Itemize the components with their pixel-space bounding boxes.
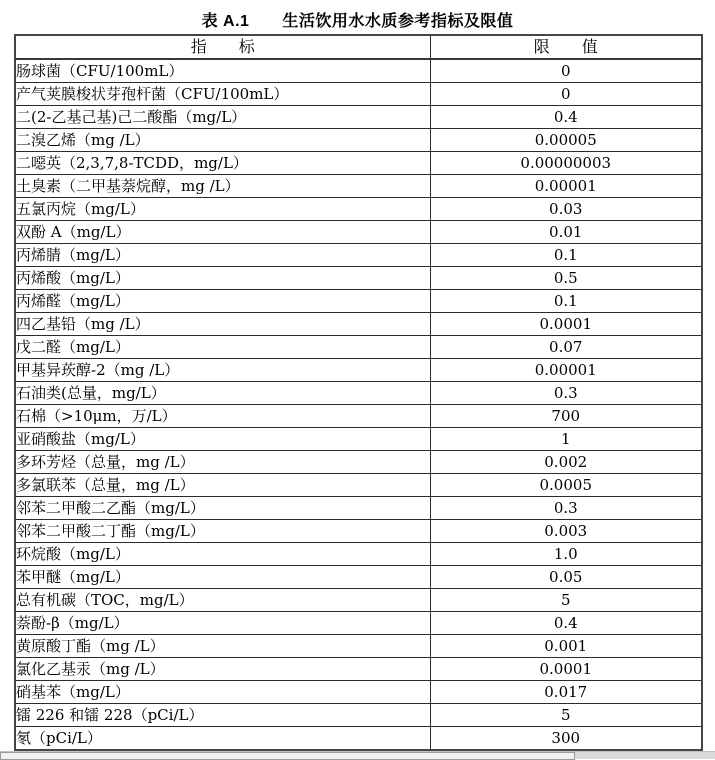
limit-cell: 0.4 xyxy=(430,106,702,129)
indicator-cell: 二噁英（2,3,7,8-TCDD，mg/L） xyxy=(15,152,430,175)
table-row xyxy=(15,681,702,704)
limit-cell: 0.07 xyxy=(430,336,702,359)
limit-cell: 5 xyxy=(430,589,702,612)
limit-cell: 0.001 xyxy=(430,635,702,658)
indicator-cell: 氡（pCi/L） xyxy=(15,727,430,751)
table-row xyxy=(15,198,702,221)
indicator-cell: 环烷酸（mg/L） xyxy=(15,543,430,566)
limit-cell: 0.05 xyxy=(430,566,702,589)
limit-cell: 0.0005 xyxy=(430,474,702,497)
limit-cell: 0.01 xyxy=(430,221,702,244)
limit-cell: 0.00000003 xyxy=(430,152,702,175)
table-row xyxy=(15,382,702,405)
indicator-cell: 邻苯二甲酸二丁酯（mg/L） xyxy=(15,520,430,543)
indicator-cell: 双酚 A（mg/L） xyxy=(15,221,430,244)
table-row xyxy=(15,635,702,658)
limit-cell: 0.03 xyxy=(430,198,702,221)
table-row xyxy=(15,313,702,336)
indicator-cell: 产气荚膜梭状芽孢杆菌（CFU/100mL） xyxy=(15,83,430,106)
indicator-cell: 亚硝酸盐（mg/L） xyxy=(15,428,430,451)
limit-cell: 0 xyxy=(430,59,702,83)
indicator-cell: 土臭素（二甲基萘烷醇，mg /L） xyxy=(15,175,430,198)
table-row xyxy=(15,566,702,589)
limit-cell: 0.002 xyxy=(430,451,702,474)
table-row xyxy=(15,428,702,451)
limit-cell: 5 xyxy=(430,704,702,727)
table-row xyxy=(15,175,702,198)
indicator-cell: 戊二醛（mg/L） xyxy=(15,336,430,359)
indicator-cell: 丙烯醛（mg/L） xyxy=(15,290,430,313)
indicator-cell: 丙烯腈（mg/L） xyxy=(15,244,430,267)
table-row xyxy=(15,520,702,543)
limit-cell: 1 xyxy=(430,428,702,451)
table-row xyxy=(15,59,702,83)
indicator-cell: 二溴乙烯（mg /L） xyxy=(15,129,430,152)
water-quality-reference-table xyxy=(14,34,703,751)
table-row xyxy=(15,221,702,244)
indicator-cell: 多环芳烃（总量，mg /L） xyxy=(15,451,430,474)
indicator-cell: 镭 226 和镭 228（pCi/L） xyxy=(15,704,430,727)
table-row xyxy=(15,244,702,267)
table-row xyxy=(15,405,702,428)
limit-cell: 0.3 xyxy=(430,497,702,520)
limit-cell: 0 xyxy=(430,83,702,106)
indicator-cell: 苯甲醚（mg/L） xyxy=(15,566,430,589)
limit-cell: 0.003 xyxy=(430,520,702,543)
indicator-cell: 黄原酸丁酯（mg /L） xyxy=(15,635,430,658)
limit-cell: 0.1 xyxy=(430,244,702,267)
table-row xyxy=(15,451,702,474)
indicator-cell: 五氯丙烷（mg/L） xyxy=(15,198,430,221)
table-row xyxy=(15,290,702,313)
limit-cell: 0.1 xyxy=(430,290,702,313)
limit-cell: 0.5 xyxy=(430,267,702,290)
column-header-indicator: 指 标 xyxy=(15,35,430,59)
indicator-cell: 邻苯二甲酸二乙酯（mg/L） xyxy=(15,497,430,520)
indicator-cell: 硝基苯（mg/L） xyxy=(15,681,430,704)
indicator-cell: 四乙基铅（mg /L） xyxy=(15,313,430,336)
header-row xyxy=(15,35,702,59)
table-row xyxy=(15,152,702,175)
table-row xyxy=(15,589,702,612)
indicator-cell: 多氯联苯（总量，mg /L） xyxy=(15,474,430,497)
table-row xyxy=(15,83,702,106)
limit-cell: 700 xyxy=(430,405,702,428)
limit-cell: 0.00005 xyxy=(430,129,702,152)
table-row xyxy=(15,658,702,681)
limit-cell: 300 xyxy=(430,727,702,751)
limit-cell: 0.00001 xyxy=(430,359,702,382)
indicator-cell: 丙烯酸（mg/L） xyxy=(15,267,430,290)
indicator-cell: 石棉（>10μm，万/L） xyxy=(15,405,430,428)
limit-cell: 0.0001 xyxy=(430,313,702,336)
table-title: 表 A.1 生活饮用水水质参考指标及限值 xyxy=(201,13,514,30)
table-row xyxy=(15,727,702,751)
indicator-cell: 肠球菌（CFU/100mL） xyxy=(15,59,430,83)
limit-cell: 0.3 xyxy=(430,382,702,405)
table-row xyxy=(15,497,702,520)
table-row xyxy=(15,336,702,359)
limit-cell: 0.4 xyxy=(430,612,702,635)
table-row xyxy=(15,543,702,566)
limit-cell: 1.0 xyxy=(430,543,702,566)
indicator-cell: 总有机碳（TOC，mg/L） xyxy=(15,589,430,612)
indicator-cell: 萘酚-β（mg/L） xyxy=(15,612,430,635)
table-row xyxy=(15,129,702,152)
limit-cell: 0.00001 xyxy=(430,175,702,198)
table-row xyxy=(15,359,702,382)
table-row xyxy=(15,474,702,497)
indicator-cell: 氯化乙基汞（mg /L） xyxy=(15,658,430,681)
indicator-cell: 石油类(总量，mg/L） xyxy=(15,382,430,405)
table-row xyxy=(15,612,702,635)
column-header-limit: 限 值 xyxy=(430,35,702,59)
indicator-cell: 二(2-乙基己基)己二酸酯（mg/L） xyxy=(15,106,430,129)
table-row xyxy=(15,704,702,727)
indicator-cell: 甲基异莰醇-2（mg /L） xyxy=(15,359,430,382)
table-row xyxy=(15,267,702,290)
limit-cell: 0.0001 xyxy=(430,658,702,681)
horizontal-scrollbar[interactable] xyxy=(0,751,715,759)
table-body xyxy=(15,59,702,750)
table-row xyxy=(15,106,702,129)
limit-cell: 0.017 xyxy=(430,681,702,704)
